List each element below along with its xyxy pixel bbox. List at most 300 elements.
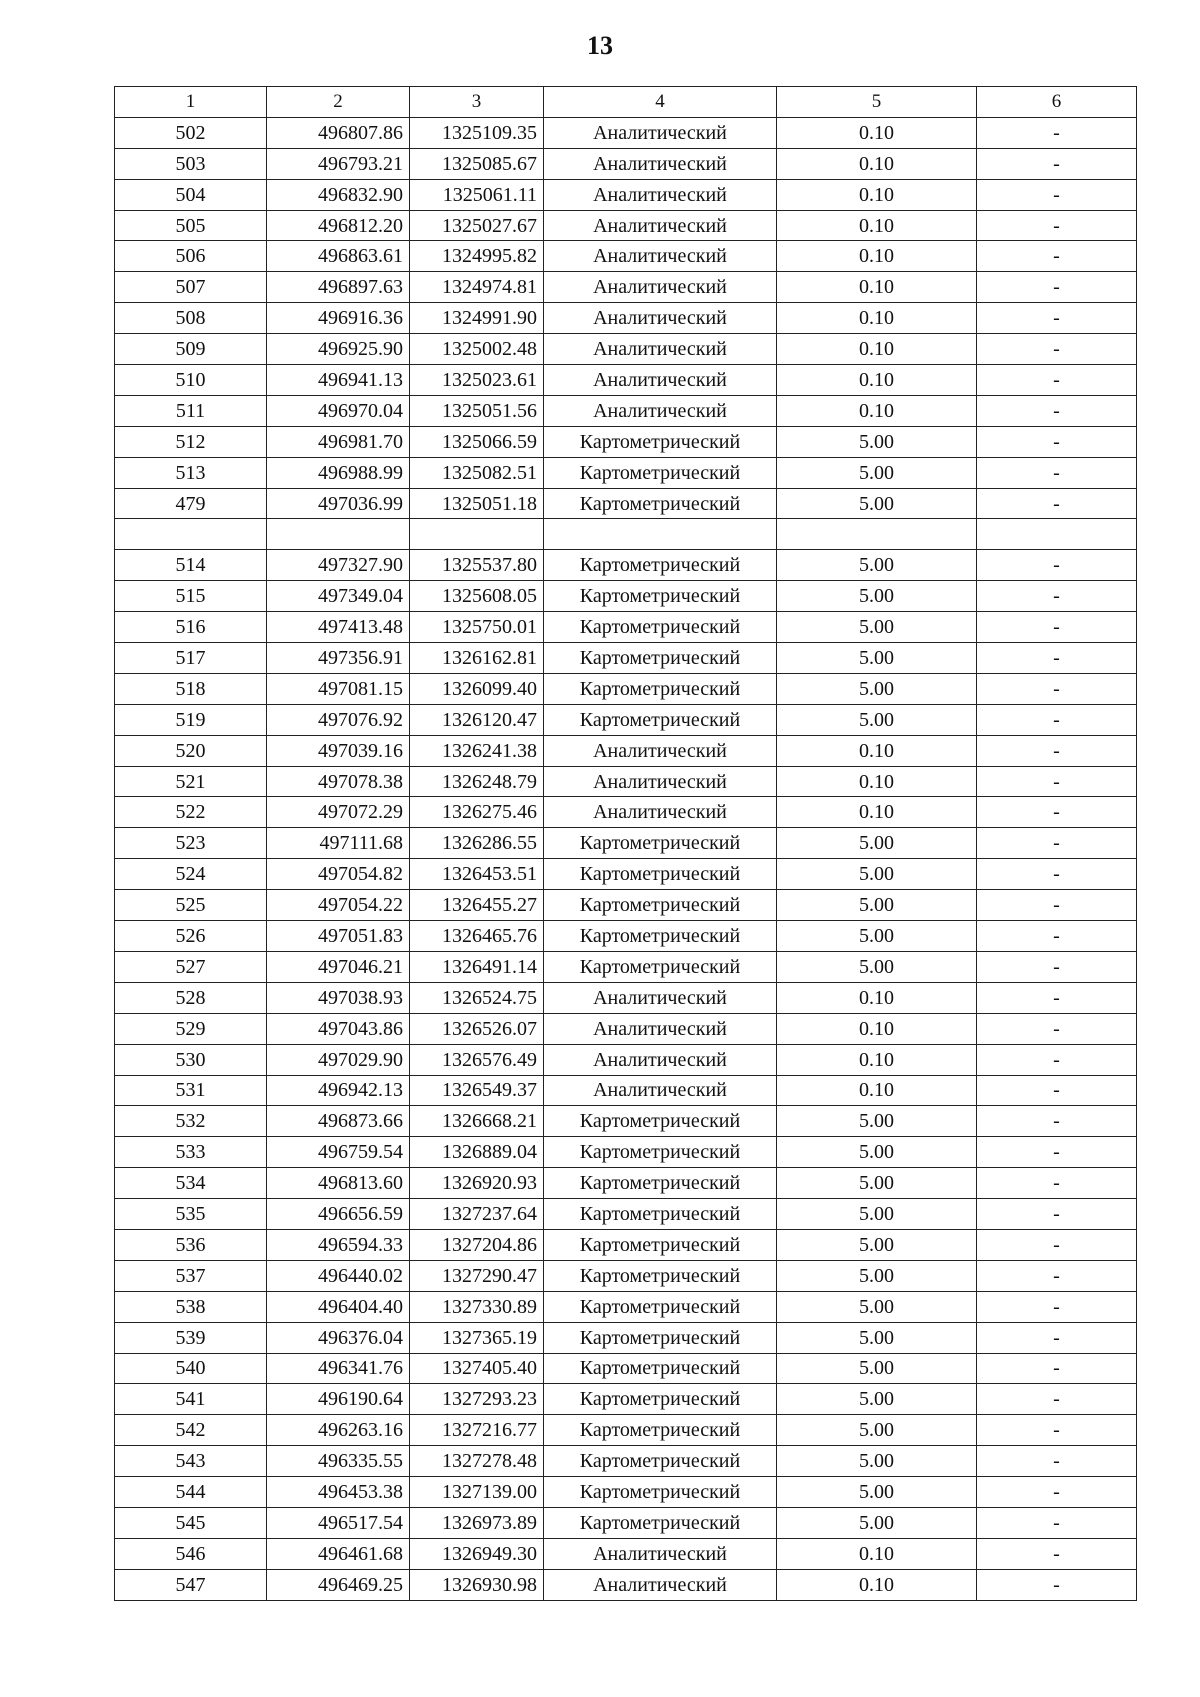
cell-y-coordinate: 1327330.89: [410, 1291, 544, 1322]
coordinates-table: [114, 86, 1137, 1601]
cell-method: Картометрический: [544, 1137, 777, 1168]
cell-x-coordinate: 496832.90: [267, 179, 410, 210]
cell-y-coordinate: 1324974.81: [410, 272, 544, 303]
table-row: [115, 1168, 1137, 1199]
cell-x-coordinate: 497043.86: [267, 1013, 410, 1044]
header-cell-col-2: 2: [267, 87, 410, 118]
cell-method: Аналитический: [544, 735, 777, 766]
table-row: [115, 1569, 1137, 1600]
cell-accuracy: 0.10: [777, 1075, 977, 1106]
cell-point-number: 541: [115, 1384, 267, 1415]
cell-x-coordinate: 496376.04: [267, 1322, 410, 1353]
cell-accuracy: 5.00: [777, 1137, 977, 1168]
cell-accuracy: 0.10: [777, 1569, 977, 1600]
cell-y-coordinate: 1327204.86: [410, 1229, 544, 1260]
cell-accuracy: 5.00: [777, 488, 977, 519]
cell-note: -: [977, 426, 1137, 457]
cell-point-number: 509: [115, 334, 267, 365]
table-row: [115, 581, 1137, 612]
cell-y-coordinate: 1326120.47: [410, 704, 544, 735]
cell-method: Картометрический: [544, 673, 777, 704]
cell-x-coordinate: 497349.04: [267, 581, 410, 612]
cell-note: -: [977, 1229, 1137, 1260]
page-number: 13: [587, 31, 613, 60]
cell-accuracy: 5.00: [777, 581, 977, 612]
cell-y-coordinate: 1326241.38: [410, 735, 544, 766]
cell-note: -: [977, 797, 1137, 828]
cell-x-coordinate: 497081.15: [267, 673, 410, 704]
cell-y-coordinate: 1326668.21: [410, 1106, 544, 1137]
cell-method: Аналитический: [544, 303, 777, 334]
cell-y-coordinate: 1325051.18: [410, 488, 544, 519]
cell-note: -: [977, 704, 1137, 735]
cell-point-number: 526: [115, 921, 267, 952]
cell-note: -: [977, 581, 1137, 612]
cell-x-coordinate: 497327.90: [267, 550, 410, 581]
cell-accuracy: 0.10: [777, 797, 977, 828]
cell-note: -: [977, 673, 1137, 704]
table-row: [115, 303, 1137, 334]
cell-method: Аналитический: [544, 117, 777, 148]
table-row: [115, 1137, 1137, 1168]
cell-x-coordinate: 496807.86: [267, 117, 410, 148]
cell-y-coordinate: 1326576.49: [410, 1044, 544, 1075]
cell-method: Картометрический: [544, 643, 777, 674]
cell-note: -: [977, 117, 1137, 148]
cell-accuracy: 5.00: [777, 1168, 977, 1199]
cell-y-coordinate: 1325082.51: [410, 457, 544, 488]
cell-note: -: [977, 643, 1137, 674]
cell-x-coordinate: 496897.63: [267, 272, 410, 303]
cell-method: Аналитический: [544, 797, 777, 828]
cell-accuracy: 0.10: [777, 148, 977, 179]
cell-method: Картометрический: [544, 426, 777, 457]
cell-accuracy: 0.10: [777, 117, 977, 148]
table-row: [115, 1322, 1137, 1353]
cell-accuracy: 5.00: [777, 1291, 977, 1322]
cell-point-number: 534: [115, 1168, 267, 1199]
cell-accuracy: 5.00: [777, 1106, 977, 1137]
cell-x-coordinate: 496440.02: [267, 1260, 410, 1291]
cell-accuracy: 5.00: [777, 859, 977, 890]
cell-method: Аналитический: [544, 210, 777, 241]
cell-method: Картометрический: [544, 1229, 777, 1260]
cell-accuracy: [777, 519, 977, 550]
table-row: [115, 272, 1137, 303]
cell-y-coordinate: 1325537.80: [410, 550, 544, 581]
cell-method: Картометрический: [544, 1168, 777, 1199]
cell-accuracy: 0.10: [777, 365, 977, 396]
table-row: [115, 241, 1137, 272]
cell-y-coordinate: 1326889.04: [410, 1137, 544, 1168]
table-row: [115, 550, 1137, 581]
cell-x-coordinate: 496970.04: [267, 395, 410, 426]
table-row: [115, 1353, 1137, 1384]
table-row: [115, 1044, 1137, 1075]
cell-point-number: 543: [115, 1446, 267, 1477]
cell-accuracy: 0.10: [777, 334, 977, 365]
cell-note: -: [977, 1291, 1137, 1322]
cell-y-coordinate: 1325023.61: [410, 365, 544, 396]
cell-method: Картометрический: [544, 1507, 777, 1538]
table-row: [115, 488, 1137, 519]
cell-note: [977, 519, 1137, 550]
cell-y-coordinate: 1326453.51: [410, 859, 544, 890]
cell-point-number: 519: [115, 704, 267, 735]
cell-x-coordinate: 497413.48: [267, 612, 410, 643]
cell-point-number: 547: [115, 1569, 267, 1600]
cell-y-coordinate: [410, 519, 544, 550]
table-row: [115, 1106, 1137, 1137]
cell-method: Аналитический: [544, 365, 777, 396]
cell-x-coordinate: 497029.90: [267, 1044, 410, 1075]
cell-note: -: [977, 1075, 1137, 1106]
cell-note: -: [977, 488, 1137, 519]
cell-x-coordinate: 496812.20: [267, 210, 410, 241]
cell-note: -: [977, 210, 1137, 241]
cell-accuracy: 5.00: [777, 612, 977, 643]
table-row: [115, 612, 1137, 643]
cell-point-number: 510: [115, 365, 267, 396]
cell-point-number: 528: [115, 982, 267, 1013]
cell-y-coordinate: 1325061.11: [410, 179, 544, 210]
cell-x-coordinate: 496941.13: [267, 365, 410, 396]
cell-y-coordinate: 1325002.48: [410, 334, 544, 365]
cell-point-number: 538: [115, 1291, 267, 1322]
cell-y-coordinate: 1325051.56: [410, 395, 544, 426]
cell-method: Картометрический: [544, 1260, 777, 1291]
cell-point-number: 522: [115, 797, 267, 828]
cell-x-coordinate: 496335.55: [267, 1446, 410, 1477]
cell-point-number: 516: [115, 612, 267, 643]
cell-note: -: [977, 1106, 1137, 1137]
cell-accuracy: 5.00: [777, 1322, 977, 1353]
cell-point-number: 536: [115, 1229, 267, 1260]
cell-note: -: [977, 1137, 1137, 1168]
cell-accuracy: 5.00: [777, 1353, 977, 1384]
table-row: [115, 1199, 1137, 1230]
cell-x-coordinate: 496988.99: [267, 457, 410, 488]
cell-note: -: [977, 1353, 1137, 1384]
cell-accuracy: 5.00: [777, 704, 977, 735]
cell-method: Картометрический: [544, 581, 777, 612]
header-cell-col-6: 6: [977, 87, 1137, 118]
table-row: [115, 1446, 1137, 1477]
table-header-row: [115, 87, 1137, 118]
cell-x-coordinate: 496263.16: [267, 1415, 410, 1446]
cell-method: Аналитический: [544, 241, 777, 272]
cell-accuracy: 5.00: [777, 1415, 977, 1446]
table-row: [115, 1291, 1137, 1322]
cell-method: Аналитический: [544, 1538, 777, 1569]
cell-note: -: [977, 1322, 1137, 1353]
cell-y-coordinate: 1326491.14: [410, 951, 544, 982]
cell-accuracy: 5.00: [777, 1507, 977, 1538]
cell-x-coordinate: 496656.59: [267, 1199, 410, 1230]
cell-method: Картометрический: [544, 612, 777, 643]
table-row: [115, 210, 1137, 241]
cell-note: -: [977, 179, 1137, 210]
cell-accuracy: 0.10: [777, 241, 977, 272]
cell-note: -: [977, 951, 1137, 982]
cell-accuracy: 5.00: [777, 1384, 977, 1415]
cell-x-coordinate: 497078.38: [267, 766, 410, 797]
table-row: [115, 426, 1137, 457]
cell-y-coordinate: 1326549.37: [410, 1075, 544, 1106]
cell-x-coordinate: 497054.22: [267, 890, 410, 921]
table-row: [115, 828, 1137, 859]
cell-point-number: 527: [115, 951, 267, 982]
table-row: [115, 1075, 1137, 1106]
table-row: [115, 921, 1137, 952]
cell-x-coordinate: 496942.13: [267, 1075, 410, 1106]
cell-method: Аналитический: [544, 1013, 777, 1044]
cell-note: -: [977, 859, 1137, 890]
cell-x-coordinate: 496594.33: [267, 1229, 410, 1260]
cell-method: Картометрический: [544, 1446, 777, 1477]
cell-point-number: 546: [115, 1538, 267, 1569]
table-row: [115, 334, 1137, 365]
cell-note: -: [977, 1415, 1137, 1446]
cell-note: -: [977, 1199, 1137, 1230]
cell-note: -: [977, 1507, 1137, 1538]
table-row: [115, 673, 1137, 704]
cell-method: Аналитический: [544, 766, 777, 797]
table-row: [115, 1229, 1137, 1260]
cell-method: Картометрический: [544, 921, 777, 952]
cell-point-number: 502: [115, 117, 267, 148]
table-row: [115, 179, 1137, 210]
header-cell-col-3: 3: [410, 87, 544, 118]
cell-x-coordinate: 497046.21: [267, 951, 410, 982]
cell-point-number: 537: [115, 1260, 267, 1291]
cell-method: Картометрический: [544, 1291, 777, 1322]
cell-point-number: 511: [115, 395, 267, 426]
table-row: [115, 766, 1137, 797]
cell-x-coordinate: 496873.66: [267, 1106, 410, 1137]
cell-y-coordinate: 1327365.19: [410, 1322, 544, 1353]
cell-y-coordinate: 1325608.05: [410, 581, 544, 612]
cell-note: -: [977, 828, 1137, 859]
cell-method: [544, 519, 777, 550]
cell-method: Аналитический: [544, 334, 777, 365]
cell-x-coordinate: 496453.38: [267, 1477, 410, 1508]
cell-method: Картометрический: [544, 1415, 777, 1446]
cell-accuracy: 5.00: [777, 673, 977, 704]
cell-point-number: 514: [115, 550, 267, 581]
cell-point-number: 544: [115, 1477, 267, 1508]
cell-accuracy: 0.10: [777, 766, 977, 797]
cell-method: Аналитический: [544, 179, 777, 210]
cell-y-coordinate: 1326162.81: [410, 643, 544, 674]
cell-x-coordinate: 497111.68: [267, 828, 410, 859]
cell-accuracy: 5.00: [777, 1477, 977, 1508]
cell-x-coordinate: 497038.93: [267, 982, 410, 1013]
cell-accuracy: 0.10: [777, 303, 977, 334]
cell-method: Аналитический: [544, 982, 777, 1013]
cell-point-number: 525: [115, 890, 267, 921]
cell-y-coordinate: 1325750.01: [410, 612, 544, 643]
cell-note: -: [977, 241, 1137, 272]
cell-method: Аналитический: [544, 1044, 777, 1075]
cell-note: -: [977, 1538, 1137, 1569]
cell-x-coordinate: 497039.16: [267, 735, 410, 766]
table-row: [115, 890, 1137, 921]
cell-y-coordinate: 1326286.55: [410, 828, 544, 859]
cell-point-number: 512: [115, 426, 267, 457]
cell-accuracy: 0.10: [777, 210, 977, 241]
cell-y-coordinate: 1327139.00: [410, 1477, 544, 1508]
cell-method: Картометрический: [544, 1384, 777, 1415]
cell-accuracy: 5.00: [777, 921, 977, 952]
cell-point-number: [115, 519, 267, 550]
table-row: [115, 1415, 1137, 1446]
cell-accuracy: 5.00: [777, 550, 977, 581]
cell-y-coordinate: 1326275.46: [410, 797, 544, 828]
cell-point-number: 540: [115, 1353, 267, 1384]
cell-accuracy: 5.00: [777, 1229, 977, 1260]
cell-note: -: [977, 457, 1137, 488]
cell-accuracy: 5.00: [777, 457, 977, 488]
cell-method: Картометрический: [544, 457, 777, 488]
coordinates-table-body: [115, 87, 1137, 1601]
cell-point-number: 531: [115, 1075, 267, 1106]
cell-y-coordinate: 1327405.40: [410, 1353, 544, 1384]
cell-note: -: [977, 1044, 1137, 1075]
table-row: [115, 704, 1137, 735]
cell-method: Аналитический: [544, 1569, 777, 1600]
cell-note: -: [977, 550, 1137, 581]
cell-x-coordinate: 497051.83: [267, 921, 410, 952]
cell-point-number: 529: [115, 1013, 267, 1044]
cell-y-coordinate: 1325027.67: [410, 210, 544, 241]
cell-point-number: 521: [115, 766, 267, 797]
cell-x-coordinate: 497356.91: [267, 643, 410, 674]
cell-y-coordinate: 1326524.75: [410, 982, 544, 1013]
cell-note: -: [977, 1013, 1137, 1044]
header-cell-col-4: 4: [544, 87, 777, 118]
cell-point-number: 515: [115, 581, 267, 612]
cell-note: -: [977, 890, 1137, 921]
cell-x-coordinate: 496863.61: [267, 241, 410, 272]
cell-y-coordinate: 1324995.82: [410, 241, 544, 272]
cell-y-coordinate: 1326455.27: [410, 890, 544, 921]
cell-y-coordinate: 1326248.79: [410, 766, 544, 797]
cell-y-coordinate: 1327278.48: [410, 1446, 544, 1477]
cell-y-coordinate: 1327237.64: [410, 1199, 544, 1230]
cell-y-coordinate: 1326099.40: [410, 673, 544, 704]
cell-x-coordinate: 496404.40: [267, 1291, 410, 1322]
cell-accuracy: 5.00: [777, 890, 977, 921]
cell-note: -: [977, 1260, 1137, 1291]
cell-point-number: 505: [115, 210, 267, 241]
cell-y-coordinate: 1327293.23: [410, 1384, 544, 1415]
cell-note: -: [977, 303, 1137, 334]
cell-accuracy: 0.10: [777, 1013, 977, 1044]
table-row: [115, 1260, 1137, 1291]
cell-x-coordinate: 496190.64: [267, 1384, 410, 1415]
cell-note: -: [977, 766, 1137, 797]
cell-method: Картометрический: [544, 828, 777, 859]
cell-accuracy: 5.00: [777, 1446, 977, 1477]
cell-x-coordinate: [267, 519, 410, 550]
cell-x-coordinate: 497036.99: [267, 488, 410, 519]
cell-point-number: 542: [115, 1415, 267, 1446]
cell-x-coordinate: 496981.70: [267, 426, 410, 457]
cell-point-number: 506: [115, 241, 267, 272]
cell-point-number: 539: [115, 1322, 267, 1353]
cell-point-number: 535: [115, 1199, 267, 1230]
cell-x-coordinate: 497072.29: [267, 797, 410, 828]
cell-x-coordinate: 496469.25: [267, 1569, 410, 1600]
cell-note: -: [977, 365, 1137, 396]
cell-accuracy: 5.00: [777, 828, 977, 859]
cell-accuracy: 0.10: [777, 982, 977, 1013]
cell-accuracy: 0.10: [777, 179, 977, 210]
cell-method: Картометрический: [544, 890, 777, 921]
cell-x-coordinate: 496813.60: [267, 1168, 410, 1199]
cell-accuracy: 5.00: [777, 1199, 977, 1230]
cell-method: Аналитический: [544, 395, 777, 426]
cell-x-coordinate: 496341.76: [267, 1353, 410, 1384]
header-cell-col-5: 5: [777, 87, 977, 118]
cell-x-coordinate: 496517.54: [267, 1507, 410, 1538]
cell-y-coordinate: 1325109.35: [410, 117, 544, 148]
header-cell-col-1: 1: [115, 87, 267, 118]
cell-method: Картометрический: [544, 1353, 777, 1384]
table-row: [115, 519, 1137, 550]
cell-note: -: [977, 1168, 1137, 1199]
cell-accuracy: 5.00: [777, 643, 977, 674]
cell-point-number: 517: [115, 643, 267, 674]
table-row: [115, 735, 1137, 766]
cell-method: Картометрический: [544, 550, 777, 581]
cell-accuracy: 0.10: [777, 1538, 977, 1569]
cell-y-coordinate: 1324991.90: [410, 303, 544, 334]
cell-accuracy: 0.10: [777, 1044, 977, 1075]
cell-x-coordinate: 497054.82: [267, 859, 410, 890]
table-row: [115, 1477, 1137, 1508]
cell-point-number: 520: [115, 735, 267, 766]
cell-method: Картометрический: [544, 951, 777, 982]
cell-y-coordinate: 1326465.76: [410, 921, 544, 952]
cell-y-coordinate: 1325066.59: [410, 426, 544, 457]
cell-method: Аналитический: [544, 1075, 777, 1106]
table-row: [115, 859, 1137, 890]
cell-x-coordinate: 496793.21: [267, 148, 410, 179]
cell-y-coordinate: 1327290.47: [410, 1260, 544, 1291]
cell-point-number: 518: [115, 673, 267, 704]
cell-y-coordinate: 1326930.98: [410, 1569, 544, 1600]
cell-y-coordinate: 1326920.93: [410, 1168, 544, 1199]
cell-note: -: [977, 982, 1137, 1013]
table-row: [115, 395, 1137, 426]
table-row: [115, 117, 1137, 148]
cell-point-number: 530: [115, 1044, 267, 1075]
table-row: [115, 1384, 1137, 1415]
table-row: [115, 1013, 1137, 1044]
cell-point-number: 503: [115, 148, 267, 179]
cell-note: -: [977, 272, 1137, 303]
cell-y-coordinate: 1326973.89: [410, 1507, 544, 1538]
cell-note: -: [977, 921, 1137, 952]
cell-method: Картометрический: [544, 704, 777, 735]
table-row: [115, 148, 1137, 179]
cell-accuracy: 0.10: [777, 735, 977, 766]
cell-accuracy: 5.00: [777, 951, 977, 982]
cell-note: -: [977, 1384, 1137, 1415]
cell-note: -: [977, 395, 1137, 426]
